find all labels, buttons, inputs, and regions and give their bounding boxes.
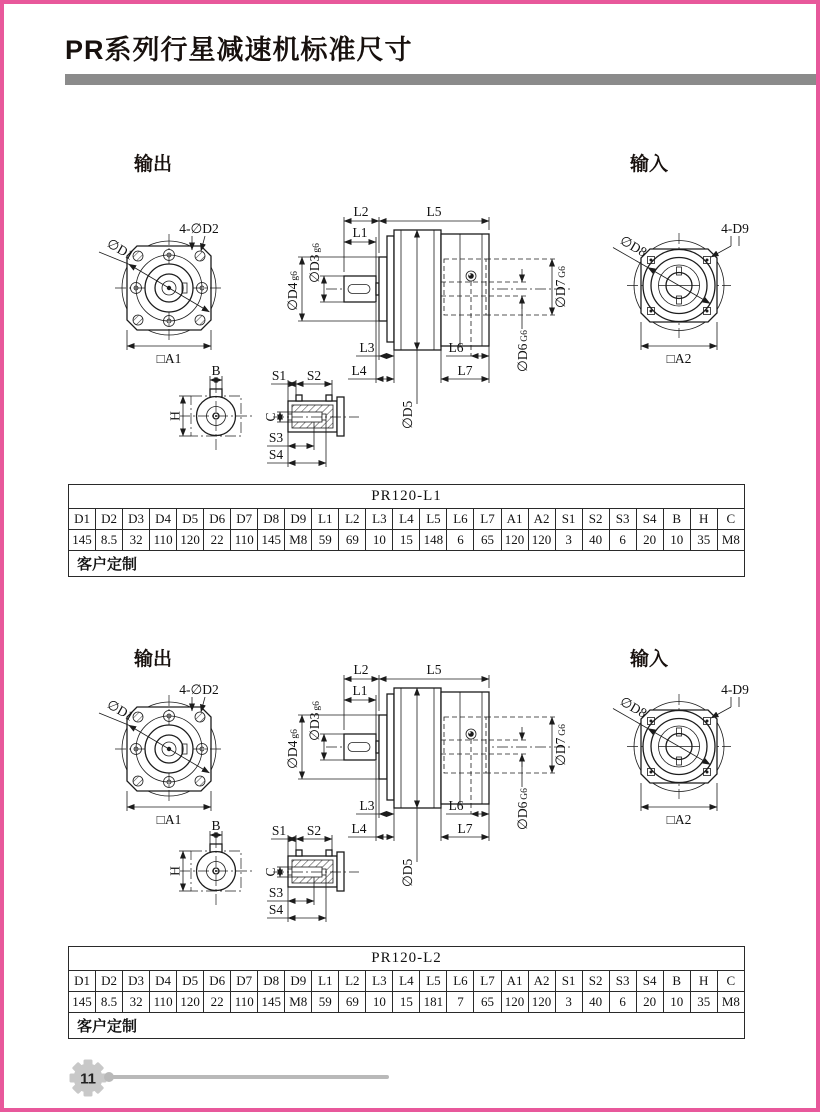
title-divider-bar — [65, 74, 816, 85]
table-cell: 145 — [258, 992, 285, 1013]
table-cell: 20 — [636, 530, 663, 551]
output-flange-drawing — [79, 680, 269, 830]
table-cell: 32 — [123, 530, 150, 551]
table-cell: L3 — [366, 509, 393, 530]
table-cell: 110 — [231, 530, 258, 551]
table-cell: 69 — [339, 992, 366, 1013]
table-title: PR120-L1 — [69, 485, 745, 509]
table-cell: S3 — [609, 971, 636, 992]
table-cell: 6 — [609, 992, 636, 1013]
table-cell: D6 — [204, 971, 231, 992]
table-cell: D9 — [285, 971, 312, 992]
table-cell: S3 — [609, 509, 636, 530]
table-cell: D3 — [123, 971, 150, 992]
table-cell: D4 — [150, 509, 177, 530]
shaft-section-drawing — [169, 364, 269, 474]
table-cell: 10 — [366, 530, 393, 551]
table-cell: 10 — [366, 992, 393, 1013]
table-cell: D8 — [258, 971, 285, 992]
table-cell: H — [690, 971, 717, 992]
table-cell: B — [663, 971, 690, 992]
table-cell: S1 — [555, 971, 582, 992]
table-cell: A1 — [501, 971, 528, 992]
table-cell: L5 — [420, 971, 447, 992]
section-pr120-l2 — [4, 605, 820, 1065]
table-cell: S1 — [555, 509, 582, 530]
table-cell: A2 — [528, 971, 555, 992]
table-cell: D9 — [285, 509, 312, 530]
table-footer-row — [69, 551, 745, 577]
table-footer: 客户定制 — [69, 551, 745, 577]
table-cell: 20 — [636, 992, 663, 1013]
table-value-row — [69, 530, 745, 551]
table-cell: 65 — [474, 530, 501, 551]
table-cell: D5 — [177, 971, 204, 992]
table-cell: 120 — [501, 992, 528, 1013]
table-cell: 120 — [501, 530, 528, 551]
table-cell: D2 — [96, 971, 123, 992]
table-cell: H — [690, 509, 717, 530]
table-cell: D4 — [150, 971, 177, 992]
table-cell: L1 — [312, 971, 339, 992]
footer-line — [112, 1075, 389, 1079]
page-title: PR系列行星减速机标准尺寸 — [65, 35, 413, 65]
table-cell: D8 — [258, 509, 285, 530]
page-footer — [62, 1054, 404, 1102]
table-cell: D2 — [96, 509, 123, 530]
table-cell: 22 — [204, 992, 231, 1013]
table-title: PR120-L2 — [69, 947, 745, 971]
table-cell: 8.5 — [96, 992, 123, 1013]
table-cell: L2 — [339, 971, 366, 992]
table-cell: D1 — [69, 509, 96, 530]
table-cell: L6 — [447, 971, 474, 992]
table-value-row — [69, 992, 745, 1013]
table-cell: S2 — [582, 971, 609, 992]
table-footer-row — [69, 1013, 745, 1039]
table-title-row — [69, 947, 745, 971]
table-cell: 10 — [663, 530, 690, 551]
table-cell: 40 — [582, 530, 609, 551]
table-cell: 120 — [528, 530, 555, 551]
shaft-end-detail-drawing — [259, 817, 374, 935]
table-cell: 35 — [690, 530, 717, 551]
table-cell: 110 — [231, 992, 258, 1013]
input-label: 输入 — [630, 649, 669, 670]
table-cell: 35 — [690, 992, 717, 1013]
table-cell: 8.5 — [96, 530, 123, 551]
table-cell: L3 — [366, 971, 393, 992]
table-cell: C — [717, 509, 744, 530]
table-cell: L6 — [447, 509, 474, 530]
table-cell: S4 — [636, 971, 663, 992]
table-cell: B — [663, 509, 690, 530]
table-cell: 120 — [528, 992, 555, 1013]
page-number-gear-icon — [70, 1060, 107, 1097]
table-cell: 15 — [393, 992, 420, 1013]
table-cell: 3 — [555, 530, 582, 551]
table-cell: M8 — [717, 992, 744, 1013]
output-label: 输出 — [134, 649, 173, 670]
table-title-row — [69, 485, 745, 509]
table-cell: 59 — [312, 992, 339, 1013]
table-cell: S4 — [636, 509, 663, 530]
table-cell: 6 — [609, 530, 636, 551]
table-cell: 181 — [420, 992, 447, 1013]
table-cell: L4 — [393, 509, 420, 530]
output-label: 输出 — [134, 154, 173, 175]
table-cell: 32 — [123, 992, 150, 1013]
table-cell: M8 — [285, 530, 312, 551]
table-cell: 110 — [150, 530, 177, 551]
table-cell: L1 — [312, 509, 339, 530]
table-cell: 120 — [177, 992, 204, 1013]
shaft-end-detail-drawing — [259, 362, 374, 480]
table-cell: C — [717, 971, 744, 992]
dimension-table — [68, 946, 745, 1039]
shaft-section-drawing — [169, 819, 269, 929]
table-cell: A2 — [528, 509, 555, 530]
table-cell: 59 — [312, 530, 339, 551]
table-cell: D1 — [69, 971, 96, 992]
table-cell: L5 — [420, 509, 447, 530]
input-flange-drawing — [599, 219, 789, 369]
output-flange-drawing — [79, 219, 269, 369]
table-cell: L2 — [339, 509, 366, 530]
table-cell: 145 — [69, 530, 96, 551]
table-cell: 40 — [582, 992, 609, 1013]
table-header-row — [69, 971, 745, 992]
table-header-row — [69, 509, 745, 530]
table-cell: L7 — [474, 971, 501, 992]
table-cell: D7 — [231, 971, 258, 992]
table-cell: D5 — [177, 509, 204, 530]
table-cell: 7 — [447, 992, 474, 1013]
table-cell: 69 — [339, 530, 366, 551]
table-cell: M8 — [717, 530, 744, 551]
table-footer: 客户定制 — [69, 1013, 745, 1039]
table-cell: A1 — [501, 509, 528, 530]
table-cell: D3 — [123, 509, 150, 530]
table-cell: 110 — [150, 992, 177, 1013]
input-label: 输入 — [630, 154, 669, 175]
table-cell: 145 — [258, 530, 285, 551]
table-cell: 3 — [555, 992, 582, 1013]
table-cell: L7 — [474, 509, 501, 530]
page-number: 11 — [80, 1070, 96, 1088]
table-cell: D7 — [231, 509, 258, 530]
input-flange-drawing — [599, 680, 789, 830]
table-cell: M8 — [285, 992, 312, 1013]
table-cell: 10 — [663, 992, 690, 1013]
table-cell: 6 — [447, 530, 474, 551]
table-cell: 120 — [177, 530, 204, 551]
table-cell: D6 — [204, 509, 231, 530]
section-pr120-l1 — [4, 144, 820, 604]
table-cell: L4 — [393, 971, 420, 992]
dimension-table — [68, 484, 745, 577]
table-cell: 15 — [393, 530, 420, 551]
table-cell: 65 — [474, 992, 501, 1013]
table-cell: S2 — [582, 509, 609, 530]
table-cell: 22 — [204, 530, 231, 551]
table-cell: 145 — [69, 992, 96, 1013]
table-cell: 148 — [420, 530, 447, 551]
